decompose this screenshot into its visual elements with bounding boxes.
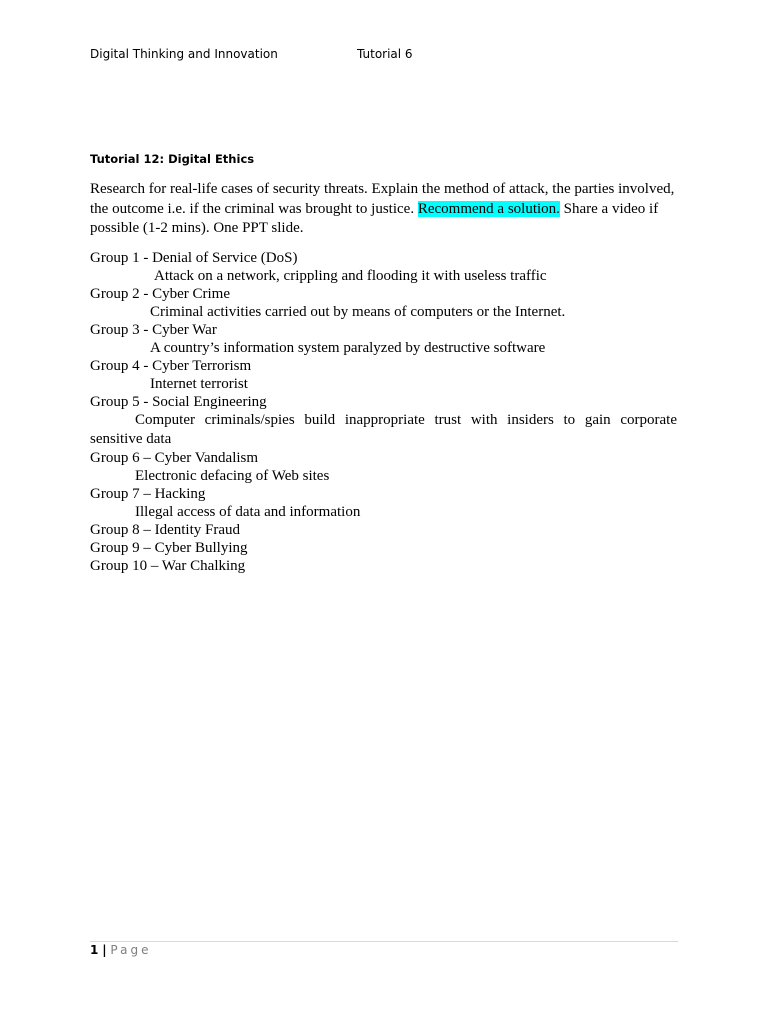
group-2-label: Group 2 - Cyber Crime — [90, 286, 230, 302]
page-title: Tutorial 12: Digital Ethics — [90, 152, 255, 166]
page-label: Page — [110, 943, 152, 957]
group-4-description: Internet terrorist — [150, 376, 248, 392]
page-number: 1 — [90, 943, 99, 957]
page-footer — [90, 943, 151, 957]
group-5-label: Group 5 - Social Engineering — [90, 394, 267, 410]
intro-text-start: Research for real-life cases of security threats. Explain the method of attack, the parties involved, the outcome i.e. if the criminal was brought to justice. — [90, 181, 675, 217]
header-course-title: Digital Thinking and Innovation — [90, 47, 278, 61]
footer-divider — [90, 941, 678, 942]
group-5-description: Computer criminals/spies build inappropriate trust with insiders to gain corporate sensitive data — [90, 412, 677, 447]
group-1-description: Attack on a network, crippling and flooding it with useless traffic — [154, 268, 547, 284]
group-3-label: Group 3 - Cyber War — [90, 322, 217, 338]
group-7-label: Group 7 – Hacking — [90, 486, 206, 502]
page-separator: | — [102, 943, 107, 957]
group-6-description: Electronic defacing of Web sites — [135, 468, 330, 484]
group-3-description: A country’s information system paralyzed by destructive software — [150, 340, 546, 356]
highlighted-text: Recommend a solution. — [417, 200, 560, 217]
intro-text-end: Share a video if possible (1-2 mins). One PPT slide. — [90, 200, 659, 236]
header-tutorial-label: Tutorial 6 — [357, 47, 413, 61]
group-6-label: Group 6 – Cyber Vandalism — [90, 450, 259, 466]
group-8-label: Group 8 – Identity Fraud — [90, 522, 240, 538]
group-7-description: Illegal access of data and information — [135, 504, 361, 520]
group-10-label: Group 10 – War Chalking — [90, 558, 246, 574]
group-1-label: Group 1 - Denial of Service (DoS) — [90, 250, 298, 266]
group-9-label: Group 9 – Cyber Bullying — [90, 540, 248, 556]
intro-paragraph — [90, 180, 680, 239]
group-2-description: Criminal activities carried out by means of computers or the Internet. — [150, 304, 566, 320]
group-4-label: Group 4 - Cyber Terrorism — [90, 358, 252, 374]
group-list — [90, 249, 677, 575]
